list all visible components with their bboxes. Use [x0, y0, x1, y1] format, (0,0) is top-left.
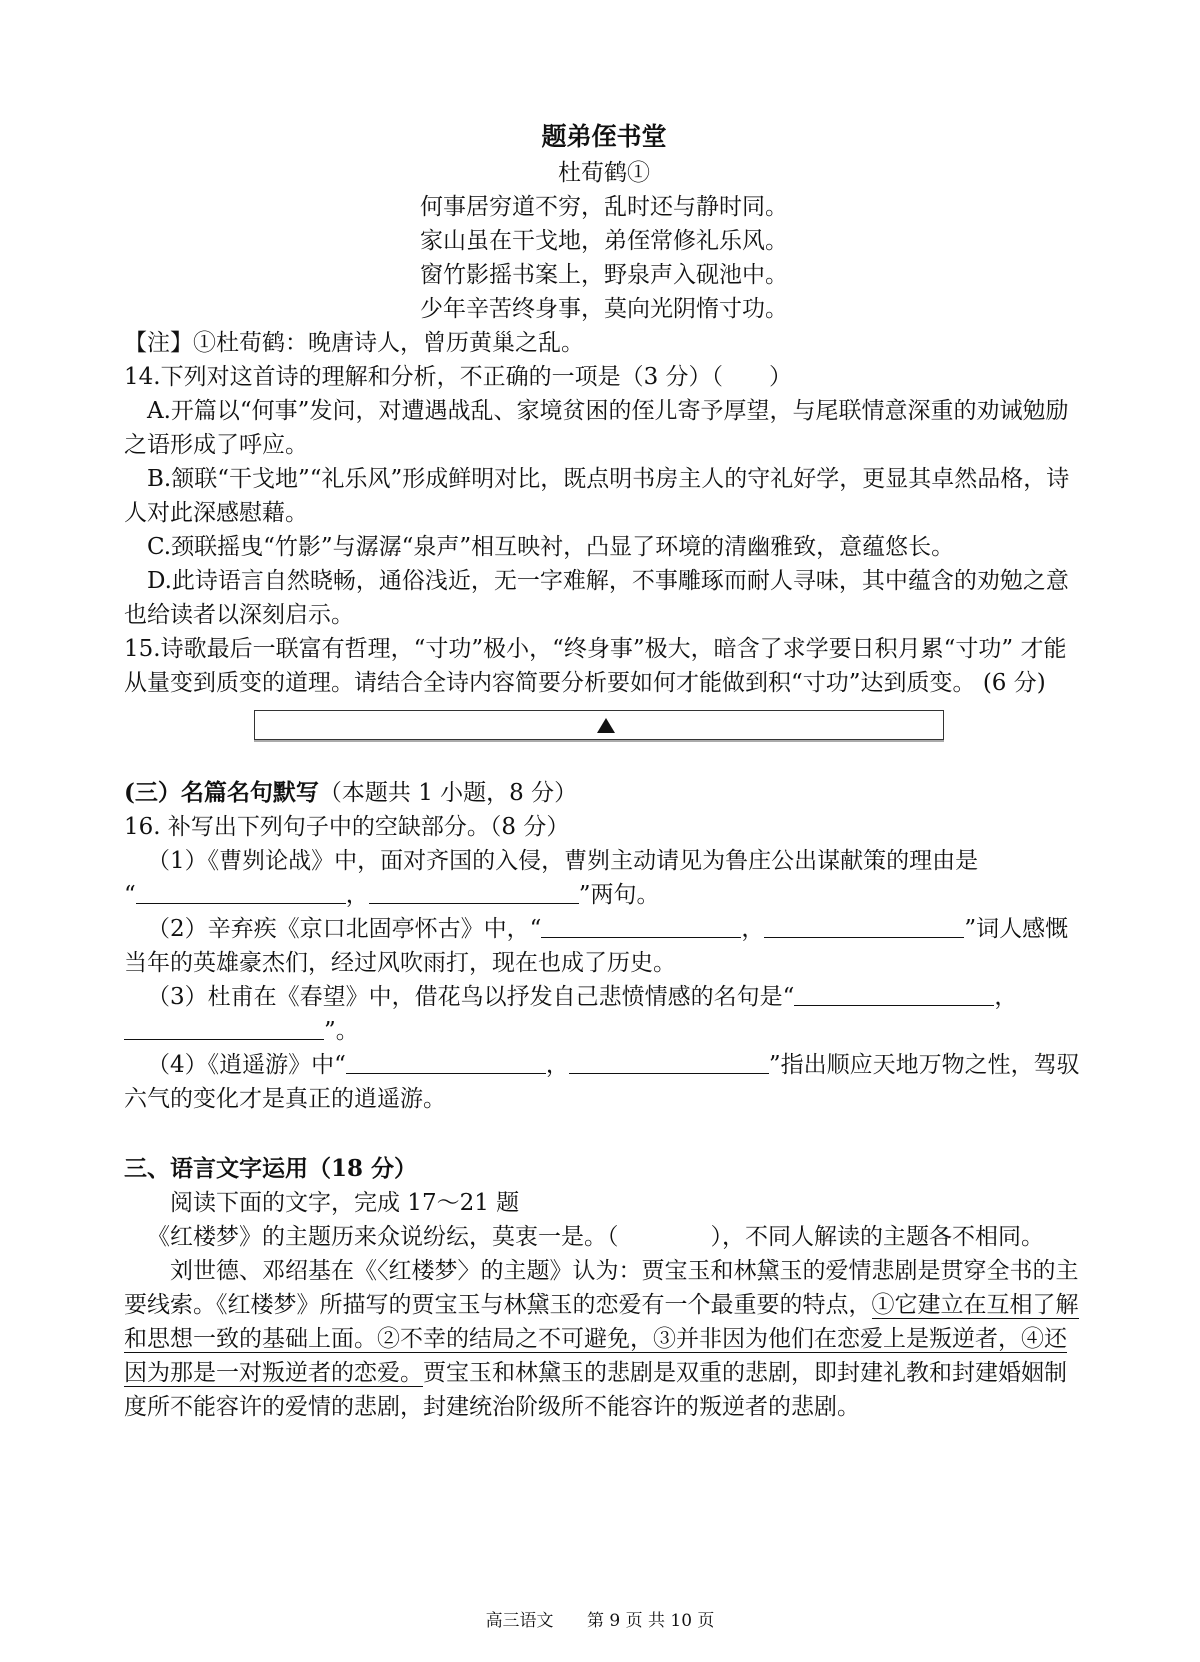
- reading-paragraph-1: 《红楼梦》的主题历来众说纷纭，莫衷一是。（ ），不同人解读的主题各不相同。: [147, 1224, 1044, 1250]
- blank[interactable]: [569, 1051, 769, 1074]
- blank[interactable]: [764, 915, 964, 938]
- triangle-icon: [597, 718, 615, 733]
- question-16-stem: 16. 补写出下列句子中的空缺部分。（8 分）: [124, 814, 570, 840]
- question-15-stem: 15.诗歌最后一联富有哲理，“寸功”极小，“终身事”极大，暗含了求学要日积月累“寸功” 才能从量变到质变的道理。请结合全诗内容简要分析要如何才能做到积“寸功”达到质变。 (6 分): [124, 636, 1067, 696]
- option-d: D.此诗语言自然晓畅，通俗浅近，无一字难解，不事雕琢而耐人寻味，其中蕴含的劝勉之意也给读者以深刻启示。: [124, 568, 1069, 628]
- page-footer: [0, 1610, 1200, 1632]
- page-content: [124, 120, 1084, 1424]
- option-c: C.颈联摇曳“竹影”与潺潺“泉声”相互映衬，凸显了环境的清幽雅致，意蕴悠长。: [147, 534, 955, 560]
- poem-line: 窗竹影摇书案上，野泉声入砚池中。: [420, 262, 788, 288]
- answer-box[interactable]: [254, 710, 944, 740]
- fill-item-3-tail: 。: [335, 1018, 359, 1044]
- section-heading: [124, 776, 1084, 810]
- fill-item-1: [124, 844, 1084, 878]
- fill-item-2-text: （2）辛弃疾《京口北固亭怀古》中，: [147, 916, 530, 942]
- option-a: A.开篇以“何事”发问，对遭遇战乱、家境贫困的侄儿寄予厚望，与尾联情意深重的劝诫勉励之语形成了呼应。: [124, 398, 1069, 458]
- footer-subject: 高三语文: [485, 1611, 554, 1631]
- poem-title: 题弟侄书堂: [541, 122, 667, 151]
- footer-page-number: 第 9 页 共 10 页: [586, 1611, 715, 1631]
- poem-line: 少年辛苦终身事，莫向光阴惰寸功。: [420, 296, 788, 322]
- question-14-stem: 14.下列对这首诗的理解和分析，不正确的一项是（3 分）（ ）: [124, 364, 793, 390]
- blank[interactable]: [124, 1017, 324, 1040]
- blank[interactable]: [541, 915, 741, 938]
- fill-item-1-tail: 两句。: [590, 882, 660, 908]
- fill-item-2-tail: 词人感慨当年的英雄豪杰们，经过风吹雨打，现在也成了历史。: [124, 916, 1069, 976]
- fill-item-4-tail: 指出顺应天地万物之性，驾驭六气的变化才是真正的逍遥游。: [124, 1052, 1080, 1112]
- poem-note: 【注】①杜荀鹤：晚唐诗人，曾历黄巢之乱。: [124, 330, 584, 356]
- poem-line: 何事居穷道不穷，乱时还与静时同。: [420, 194, 788, 220]
- underlined-sentences: ①它建立在互相了解和思想一致的基础上面。②不幸的结局之不可避免，③并非因为他们在恋爱上是叛逆者，④还因为那是一对叛逆者的恋爱。: [124, 1292, 1079, 1386]
- blank[interactable]: [136, 881, 346, 904]
- fill-item-1-blanks: “ ， ”两句。: [124, 882, 660, 908]
- blank[interactable]: [794, 983, 994, 1006]
- section-heading-title: (三）名篇名句默写: [124, 779, 319, 806]
- fill-item-4: （4）《逍遥游》中“ ， ”指出顺应天地万物之性，驾驭六气的变化才是真正的逍遥游。: [124, 1052, 1080, 1112]
- reading-paragraph-2: [124, 1254, 1084, 1424]
- option-b: B.颔联“干戈地”“礼乐风”形成鲜明对比，既点明书房主人的守礼好学，更显其卓然品格，诗人对此深感慰藉。: [124, 466, 1070, 526]
- fill-item-3-blanks: ”。: [124, 1014, 1084, 1048]
- section-heading-note: （本题共 1 小题，8 分）: [318, 780, 578, 806]
- poem-line: 家山虽在干戈地，弟侄常修礼乐风。: [420, 228, 788, 254]
- blank[interactable]: [346, 1051, 546, 1074]
- blank[interactable]: [369, 881, 579, 904]
- paragraph-2-text: 刘世德、邓绍基在《〈红楼梦〉的主题》认为：贾宝玉和林黛玉的爱情悲剧是贯穿全书的主要线索。《红楼梦》所描写的贾宝玉与林黛玉的恋爱有一个最重要的特点，: [124, 1258, 1079, 1318]
- fill-item-4-text: （4）《逍遥游》中: [147, 1052, 335, 1078]
- reading-instruction: 阅读下面的文字，完成 17～21 题: [170, 1190, 520, 1216]
- paragraph-2-text-end: 贾宝玉和林黛玉的悲剧是双重的悲剧，即封建礼教和封建婚姻制度所不能容许的爱情的悲剧，封建统治阶级所不能容许的叛逆者的悲剧。: [124, 1360, 1067, 1420]
- fill-item-3: （3）杜甫在《春望》中，借花鸟以抒发自己悲愤情感的名句是“ ，: [147, 984, 1018, 1010]
- poem-author: 杜荀鹤①: [558, 160, 650, 186]
- part-heading: 三、语言文字运用（18 分）: [124, 1155, 418, 1182]
- fill-item-1-text: （1）《曹刿论战》中，面对齐国的入侵，曹刿主动请见为鲁庄公出谋献策的理由是: [147, 848, 979, 874]
- fill-item-3-text: （3）杜甫在《春望》中，借花鸟以抒发自己悲愤情感的名句是: [147, 984, 783, 1010]
- fill-item-2: （2）辛弃疾《京口北固亭怀古》中，“ ， ”词人感慨当年的英雄豪杰们，经过风吹雨打，现在也成了历史。: [124, 916, 1069, 976]
